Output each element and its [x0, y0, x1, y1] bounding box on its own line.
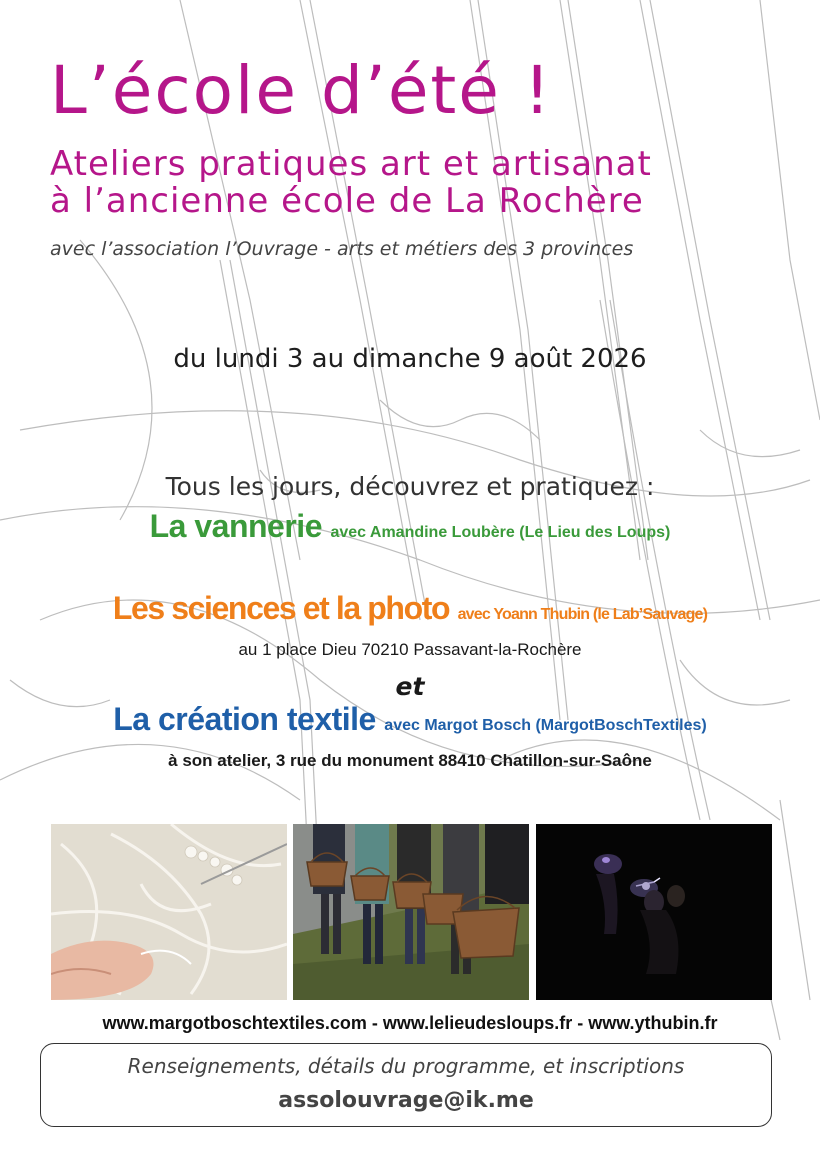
- poster-title: L’école d’été !: [50, 52, 553, 129]
- workshop-creation-textile: [0, 701, 820, 738]
- poster-subtitle: [50, 146, 652, 220]
- website-links: www.margotboschtextiles.com - www.lelieudesloups.fr - www.ythubin.fr: [102, 1013, 718, 1033]
- association-line: avec l’association l’Ouvrage - arts et métiers des 3 provinces: [50, 238, 634, 260]
- event-intro: Tous les jours, découvrez et pratiquez :: [165, 472, 655, 501]
- info-text: Renseignements, détails du programme, et inscriptions: [127, 1054, 685, 1078]
- subtitle-line-1: Ateliers pratiques art et artisanat: [50, 144, 652, 184]
- workshop-vannerie: [0, 508, 820, 545]
- address-first: au 1 place Dieu 70210 Passavant-la-Rochère: [238, 640, 582, 659]
- photo-textile: [51, 824, 287, 1000]
- workshop-name: Les sciences et la photo: [112, 590, 450, 626]
- workshop-host: avec Margot Bosch (MargotBoschTextiles): [384, 717, 707, 734]
- workshop-sciences-photo: [0, 590, 820, 627]
- connector-et: et: [395, 672, 425, 701]
- contact-email[interactable]: assolouvrage@ik.me: [278, 1088, 534, 1113]
- photo-baskets: [293, 824, 529, 1000]
- workshop-host: avec Yoann Thubin (le Lab’Sauvage): [457, 606, 708, 623]
- info-box: [40, 1043, 772, 1127]
- photo-night: [536, 824, 772, 1000]
- address-second: à son atelier, 3 rue du monument 88410 Chatillon-sur-Saône: [168, 751, 652, 770]
- workshop-host: avec Amandine Loubère (Le Lieu des Loups): [330, 524, 671, 541]
- workshop-name: La vannerie: [149, 508, 322, 544]
- workshop-name: La création textile: [113, 701, 376, 737]
- subtitle-line-2: à l’ancienne école de La Rochère: [50, 181, 644, 221]
- event-dates: du lundi 3 au dimanche 9 août 2026: [173, 344, 647, 374]
